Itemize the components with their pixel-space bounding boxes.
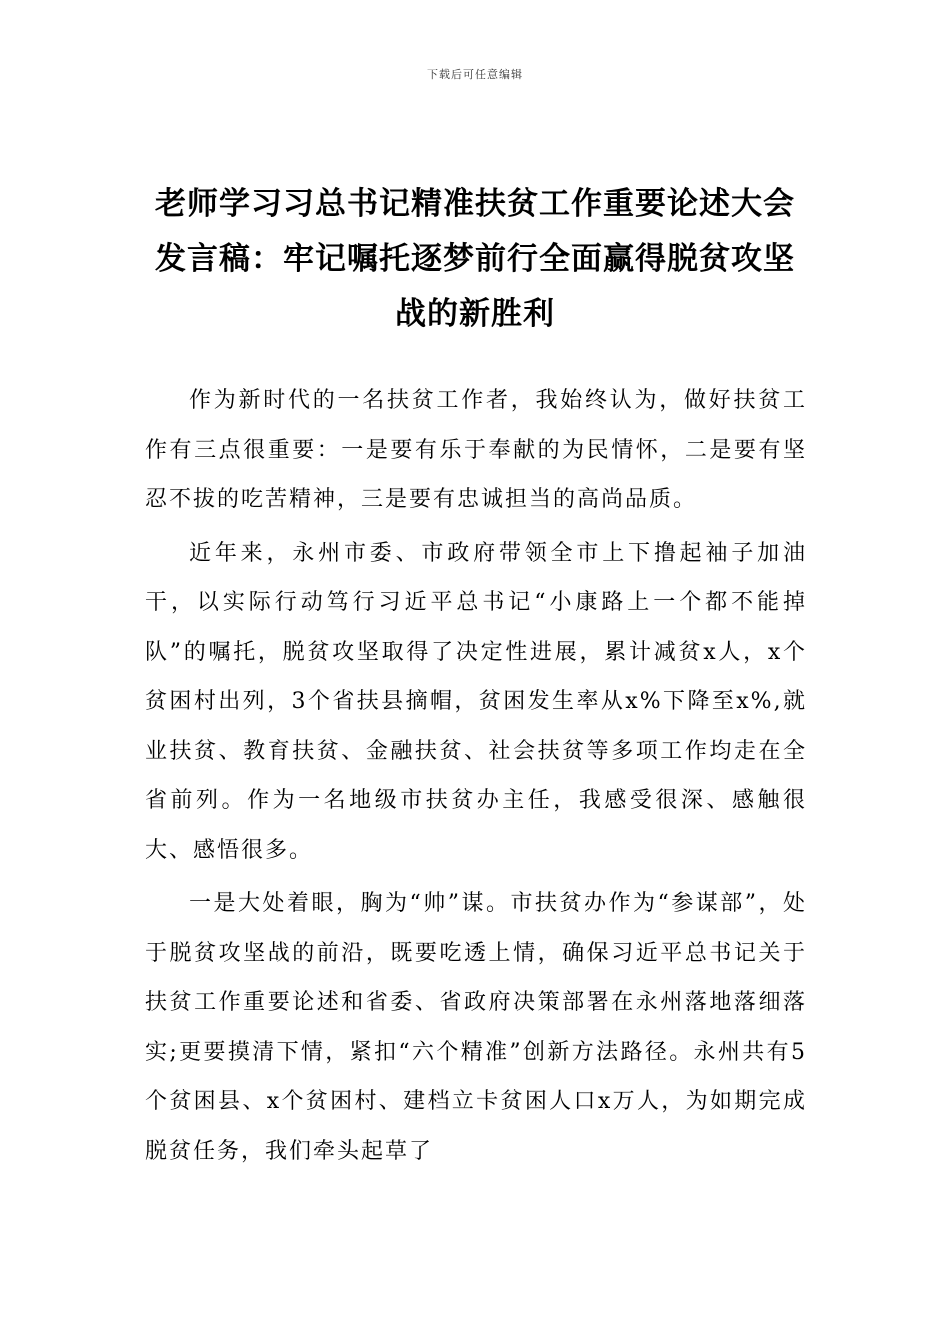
paragraph-2: 近年来，永州市委、市政府带领全市上下撸起袖子加油干，以实际行动笃行习近平总书记“小康路上一个都不能掉队”的嘱托，脱贫攻坚取得了决定性进展，累计减贫x人，x个贫困村出列，3个省扶县摘帽，贫困发生率从x%下降至x%,就业扶贫、教育扶贫、金融扶贫、社会扶贫等多项工作均走在全省前列。作为一名地级市扶贫办主任，我感受很深、感触很大、感悟很多。 xyxy=(145,540,807,863)
paragraph-3: 一是大处着眼，胸为“帅”谋。市扶贫办作为“参谋部”，处于脱贫攻坚战的前沿，既要吃透上情，确保习近平总书记关于扶贫工作重要论述和省委、省政府决策部署在永州落地落细落实;更要摸清下情，紧扣“六个精准”创新方法路径。永州共有5个贫困县、x个贫困村、建档立卡贫困人口x万人，为如期完成脱贫任务，我们牵头起草了 xyxy=(145,891,807,1164)
document-body xyxy=(145,376,807,1180)
document-title: 老师学习习总书记精准扶贫工作重要论述大会发言稿：牢记嘱托逐梦前行全面赢得脱贫攻坚战的新胜利 xyxy=(155,186,795,332)
header-note: 下载后可任意编辑 xyxy=(427,68,523,81)
paragraph-1: 作为新时代的一名扶贫工作者，我始终认为，做好扶贫工作有三点很重要：一是要有乐于奉献的为民情怀，二是要有坚忍不拔的吃苦精神，三是要有忠诚担当的高尚品质。 xyxy=(145,388,807,512)
